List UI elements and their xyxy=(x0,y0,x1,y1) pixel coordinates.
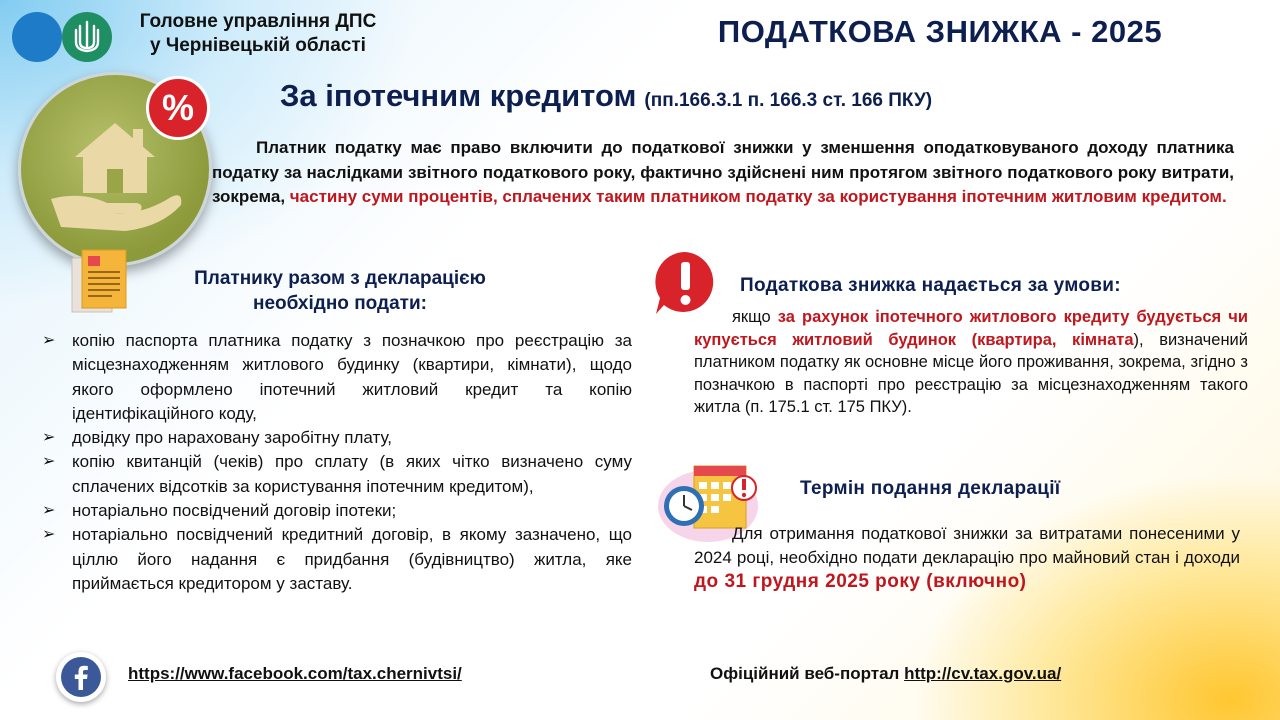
list-item-text: довідку про нараховану заробітну плату, xyxy=(72,428,392,448)
list-item-text: копію паспорта платника податку з позначкою про реєстрацію за місцезнаходженням житлового будинку (квартири, кімнати), щодо якого оформлено іпотечний житловий кредит та копію ідентифікаційного коду, xyxy=(72,331,632,423)
documents-list xyxy=(42,329,632,596)
deadline-highlight: до 31 грудня 2025 року (включно) xyxy=(694,571,1027,592)
deadline-text: Для отримання податкової знижки за витратами понесеними у 2024 році, необхідно подати декларацію про майновий стан і доходи xyxy=(694,524,1240,567)
conditions-rest: ), визначений платником податку як основне місце його проживання, зокрема, згідно з позначкою в паспорті про реєстрацію за місцезнаходженням такого житла (п. 175.1 ст. 175 ПКУ). xyxy=(694,330,1248,416)
org-name xyxy=(118,10,398,58)
arrow-bullet-icon: ➢ xyxy=(42,332,56,349)
subtitle-text: За іпотечним кредитом xyxy=(280,78,637,113)
subtitle xyxy=(280,78,1180,114)
documents-icon xyxy=(68,248,130,322)
documents-heading-line2: необхідно подати: xyxy=(253,293,427,314)
list-item xyxy=(42,426,632,450)
arrow-bullet-icon: ➢ xyxy=(42,453,56,471)
conditions-heading: Податкова знижка надається за умови: xyxy=(740,275,1121,296)
portal-footer xyxy=(710,664,1061,684)
list-item xyxy=(42,329,632,426)
intro-text: Платник податку має право включити до податкової знижки у зменшення оподатковуваного доходу платника податку за наслідками звітного податкового року, фактично здійснені ним протягом звітного податкового року витрати, зокрема, xyxy=(212,138,1234,206)
subtitle-reference: (пп.166.3.1 п. 166.3 ст. 166 ПКУ) xyxy=(644,90,933,111)
list-item-text: нотаріально посвідчений договір іпотеки; xyxy=(72,501,397,521)
page-title: ПОДАТКОВА ЗНИЖКА - 2025 xyxy=(717,14,1163,49)
conditions-prefix: якщо xyxy=(732,308,778,326)
list-item xyxy=(42,450,632,499)
list-item-text: копію квитанцій (чеків) про сплату (в яких чітко визначено суму сплачених відсотків за користування іпотечним кредитом), xyxy=(72,452,632,496)
facebook-link[interactable]: https://www.facebook.com/tax.chernivtsi/ xyxy=(128,664,462,683)
deadline-heading: Термін подання декларації xyxy=(800,478,1061,499)
list-item-text: нотаріально посвідчений кредитний договір, в якому зазначено, що ціллю його надання є придбання (будівництво) житла, яке приймається кредитором у заставу. xyxy=(72,525,632,593)
arrow-bullet-icon: ➢ xyxy=(42,429,56,447)
list-item xyxy=(42,499,632,523)
list-item xyxy=(42,523,632,596)
arrow-bullet-icon: ➢ xyxy=(42,502,56,520)
percent-icon: % xyxy=(146,76,210,140)
arrow-bullet-icon: ➢ xyxy=(42,526,56,544)
documents-heading-line1: Платнику разом з декларацією xyxy=(194,268,486,289)
intro-paragraph xyxy=(212,136,1234,210)
documents-heading xyxy=(140,266,540,316)
portal-label: Офіційний веб-портал xyxy=(710,664,905,683)
conditions-paragraph xyxy=(694,306,1248,419)
conditions-highlight: за рахунок іпотечного житлового кредиту будується чи купується житловий будинок (квартира, кімната xyxy=(694,308,1248,349)
logo-blue-circle xyxy=(12,12,62,62)
deadline-paragraph xyxy=(694,522,1240,594)
trident-icon xyxy=(62,12,112,62)
portal-link[interactable]: http://cv.tax.gov.ua/ xyxy=(904,664,1062,683)
facebook-icon[interactable] xyxy=(56,652,106,702)
org-name-line2: у Чернівецькій області xyxy=(150,35,366,56)
org-name-line1: Головне управління ДПС xyxy=(139,11,377,32)
intro-highlight: частину суми процентів, сплачених таким платником податку за користування іпотечним житловим кредитом. xyxy=(289,187,1227,206)
